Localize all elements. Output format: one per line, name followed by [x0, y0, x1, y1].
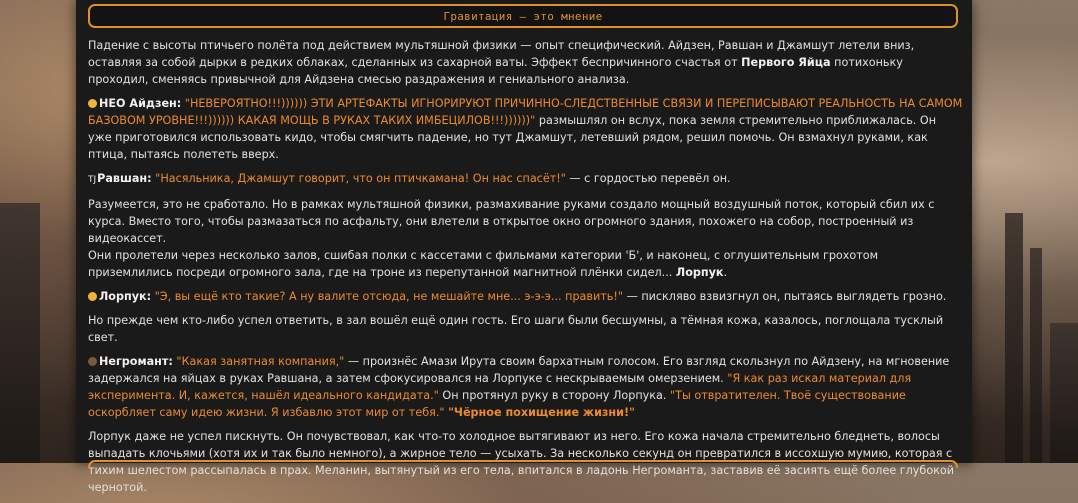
paragraph-3: [88, 170, 963, 189]
paragraph-text: Лорпук даже не успел пискнуть. Он почувствовал, как что-то холодное вытягивают из него. Его кожа начала стремительно бледнеть, волосы выпадать клочьями (хотя их и так было немного), а жирное тело — усыхать. За несколько секунд он превратился в иссохшую мумию, которая с тихим шелестом рассыпалась в прах. Меланин, вытянутый из его тела, впитался в ладонь Негроманта, заставив её засиять ещё более глубокой чернотой.: [88, 430, 955, 494]
paragraph-text: потихоньку проходил, сменяясь привычной для Айдзена смесью раздражения и гениального анализа.: [88, 56, 903, 86]
background-spire-right-2: [1030, 248, 1042, 463]
paragraph-text: Разумеется, это не сработало. Но в рамках мультяшной физики, размахивание руками создало мощный воздушный поток, который сбил их с курса. Вместо того, чтобы размазаться по асфальту, они влетели в открытое окно огромного здания, похожего на собор, построенный из видеокассет.: [88, 198, 935, 245]
story-content: [88, 37, 963, 503]
speech-quote: "Насяльника, Джамшут говорит, что он птичкамана! Он нас спасёт!": [151, 172, 566, 185]
speech-quote: "Я как раз искал материал для эксперимента. И, кажется, нашёл идеального кандидата.": [88, 372, 912, 402]
skull-icon: [88, 357, 97, 366]
background-spire-right: [1005, 213, 1023, 463]
paragraph-text: — с гордостью перевёл он.: [565, 172, 731, 185]
paragraph-text: Он протянул руку в сторону Лорпука.: [438, 389, 670, 402]
emphasis-text: Первого Яйца: [741, 56, 831, 69]
paragraph-1: [88, 37, 963, 88]
face-icon: [88, 292, 97, 301]
speaker-name: Равшан:: [97, 172, 152, 185]
paragraph-text: Падение с высоты птичьего полёта под действием мультяшной физики — опыт специфический. Айдзен, Равшан и Джамшут летели вниз, оставляя за собой дырки в редких облаках, сделанных из сахарной ваты. Эффект беспричинного счастья от: [88, 39, 915, 69]
speech-quote: "Э, вы ещё кто такие? А ну валите отсюда, не мешайте мне... э-э-э... править!": [151, 290, 624, 303]
paragraph-2: [88, 95, 963, 163]
speech-quote: "НЕВЕРОЯТНО!!!)))))) ЭТИ АРТЕФАКТЫ ИГНОРИРУЮТ ПРИЧИННО-СЛЕДСТВЕННЫЕ СВЯЗИ И ПЕРЕПИСЫВАЮТ РЕАЛЬНОСТЬ НА САМОМ БАЗОВОМ УРОВНЕ!!!)))))) КАКАЯ МОЩЬ В РУКАХ ТАКИХ ИМБЕЦИЛОВ!!!))))))": [88, 97, 963, 127]
speaker-name: Негромант:: [99, 355, 173, 368]
paragraph-text: Они пролетели через несколько залов, сшибая полки с кассетами с фильмами категории 'Б', и наконец, с оглушительным грохотом приземлились посреди огромного зала, где на троне из перепутанной магнитной плёнки сидел...: [88, 249, 879, 279]
paragraph-text: — произнёс Амази Ирута своим бархатным голосом. Его взгляд скользнул по Айдзену, на мгновение задержался на яйцах в руках Равшана, а затем сфокусировался на Лорпуке с нескрываемым омерзением.: [88, 355, 950, 385]
spell-quote: "Чёрное похищение жизни!": [448, 406, 635, 419]
background-spire-right-3: [1050, 323, 1078, 463]
speaker-name: НЕО Айдзен:: [99, 97, 182, 110]
chapter-title-bar: [88, 4, 958, 28]
paragraph-5: [88, 288, 963, 305]
next-section-bar: [88, 460, 958, 468]
emphasis-text: Лорпук: [675, 266, 724, 279]
speech-quote: "Ты отвратителен. Твоё существование оскорбляет саму идею жизни. Я избавлю этот мир от тебя.": [88, 389, 906, 419]
paragraph-7: [88, 353, 963, 421]
flag-icon: TJ: [88, 175, 97, 185]
face-icon: [88, 99, 97, 108]
story-panel: [76, 0, 972, 494]
background-spire-left: [0, 203, 40, 463]
paragraph-text: размышлял он вслух, пока земля стремительно приближалась. Он уже приготовился использовать кидо, чтобы смягчить падение, но тут Джамшут, летевший рядом, решил помочь. Он взмахнул руками, как птица, пытаясь полететь вверх.: [88, 114, 937, 161]
chapter-title: Гравитация — это мнение: [443, 9, 603, 23]
paragraph-text: .: [723, 266, 728, 279]
speech-quote: "Какая занятная компания,": [172, 355, 345, 368]
paragraph-4: [88, 196, 963, 281]
paragraph-6: [88, 312, 963, 346]
paragraph-text: — пискляво взвизгнул он, пытаясь выглядеть грозно.: [623, 290, 947, 303]
speaker-name: Лорпук:: [99, 290, 152, 303]
paragraph-text: Но прежде чем кто-либо успел ответить, в зал вошёл ещё один гость. Его шаги были бесшумны, а тёмная кожа, казалось, поглощала тусклый свет.: [88, 314, 944, 344]
